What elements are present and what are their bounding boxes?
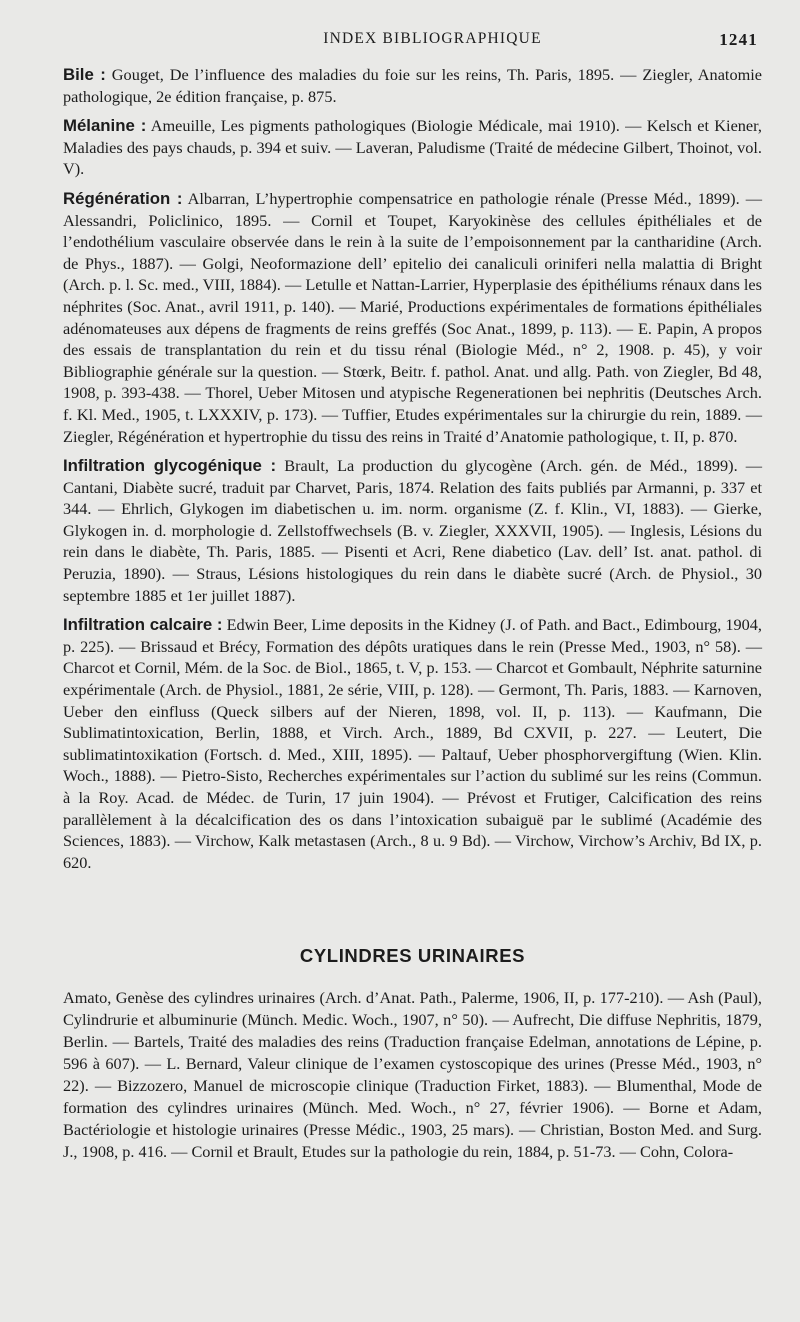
section-bibliography: Amato, Genèse des cylindres urinaires (Arch. d’Anat. Path., Palerme, 1906, II, p. 177-210). — Ash (Paul), Cylindrurie et albuminurie (Münch. Medic. Woch., 1907, n° 50). — Aufrecht, Die diffuse Nephritis, 1879, Berlin. — Bartels, Traité des maladies des reins (Traduction française Edelman, annotations de Lépine, p. 596 à 607). — L. Bernard, Valeur clinique de l’examen cystoscopique des urines (Presse Méd., 1903, n° 22). — Bizzozero, Manuel de microscopie clinique (Traduction Firket, 1883). — Blumenthal, Mode de formation des cylindres urinaires (Münch. Med. Woch., n° 27, février 1906). — Borne et Adam, Bactériologie et histologie urinaires (Presse Médic., 1903, 25 mars). — Christian, Boston Med. and Surg. J., 1908, p. 416. — Cornil et Brault, Etudes sur la pathologie du rein, 1884, p. 51-73. — Cohn, Colora- xyxy=(63,988,762,1161)
entry-text: Edwin Beer, Lime deposits in the Kidney (J. of Path. and Bact., Edimbourg, 1904, p. 225). — Brissaud et Brécy, Formation des dépôts uratiques dans le rein (Presse Med., 1903, n° 58). — Charcot et Cornil, Mém. de la Soc. de Biol., 1865, t. V, p. 153. — Charcot et Gombault, Néphrite saturnine expérimentale (Arch. de Physiol., 1881, 2e série, VIII, p. 128). — Germont, Th. Paris, 1883. — Karnoven, Ueber den einfluss (Queck silbers auf der Nieren, 1898, vol. II, p. 113). — Kaufmann, Die Sublimatintoxication, Berlin, 1888, et Virch. Arch., 1889, Bd CXVII, p. 227. — Leutert, Die sublimatintoxikation (Fortsch. d. Med., XIII, 1895). — Paltauf, Ueber phosphorvergiftung (Wien. Klin. Woch., 1888). — Pietro-Sisto, Recherches expérimentales sur l’action du sublimé sur les reins (Commun. à la Roy. Acad. de Médec. de Turin, 17 juin 1904). — Prévost et Frutiger, Calcification des reins parallèlement à la décalcification des os dans l’intoxication subaiguë par le sublimé (Académie des Sciences, 1883). — Virchow, Kalk metastasen (Arch., 8 u. 9 Bd). — Virchow, Virchow’s Archiv, Bd IX, p. 620. xyxy=(63,615,762,872)
entry-term: Régénération : xyxy=(63,188,183,208)
entry-term: Mélanine : xyxy=(63,116,147,136)
entry-term: Bile : xyxy=(63,65,106,84)
section-heading: CYLINDRES URINAIRES xyxy=(299,945,526,967)
entry-term: Infiltration glycogénique : xyxy=(63,456,277,476)
entry-infiltration-calcaire xyxy=(63,614,762,873)
entry-text: Gouget, De l’influence des maladies du foie sur les reins, Th. Paris, 1895. — Ziegler, Anatomie pathologique, 2e édition française, p. 875. xyxy=(63,65,762,106)
running-head xyxy=(63,30,762,58)
page-number: 1241 xyxy=(719,30,758,49)
entry-text: Brault, La production du glycogène (Arch. gén. de Méd., 1899). — Cantani, Diabète sucré, traduit par Charvet, Paris, 1874. Relation des faits publiés par Armanni, p. 337 et 344. — Ehrlich, Glykogen im diabetischen u. im. norm. organisme (Z. f. Klin., VI, 1883). — Gierke, Glykogen in. d. morphologie d. Zellstoffwechsels (B. v. Ziegler, XXXVII, 1905). — Inglesis, Lésions du rein dans le diabète, Th. Paris, 1885. — Pisenti et Acri, Rene diabetico (Lav. dell’ Ist. anat. pathol. di Peruzia, 1890). — Straus, Lésions histologiques du rein dans le diabète sucré (Arch. de Physiol., 30 septembre 1885 et 1er juillet 1887). xyxy=(63,456,762,605)
entry-text: Albarran, L’hypertrophie compensatrice en pathologie rénale (Presse Méd., 1899). — Alessandri, Policlinico, 1895. — Cornil et Toupet, Karyokinèse des cellules épithéliales et de l’endothélium vasculaire observée dans le rein à la suite de l’empoisonnement par la cantharidine (Arch. de Phys., 1887). — Golgi, Neoformazione dell’ epitelio dei canaliculi oriniferi nella malattia di Bright (Arch. p. l. Sc. med., VIII, 1884). — Letulle et Nattan-Larrier, Hyperplasie des épithéliums rénaux dans les néphrites (Soc. Anat., avril 1911, p. 140). — Marié, Productions expérimentales de formations épithéliales adénomateuses aux dépens de fragments de reins greffés (Soc Anat., 1899, p. 113). — E. Papin, A propos des essais de transplantation du rein et du tissu rénal (Biologie Méd., n° 2, 1908. p. 45), y voir Bibliographie générale sur la question. — Stœrk, Beitr. f. pathol. Anat. und allg. Path. von Ziegler, Bd 48, 1908, p. 393-438. — Thorel, Ueber Mitosen und atypische Regenerationen bei nephritis (Deutsches Arch. f. Kl. Med., 1905, t. LXXXIV, p. 173). — Tuffier, Etudes expérimentales sur la chirurgie du rein, 1889. — Ziegler, Régénération et hypertrophie du tissu des reins in Traité d’Anatomie pathologique, t. II, p. 870. xyxy=(63,188,762,446)
entry-infiltration-glycogenique xyxy=(63,455,762,606)
entry-bile xyxy=(63,64,762,107)
entry-term: Infiltration calcaire : xyxy=(63,615,223,635)
running-title: INDEX BIBLIOGRAPHIQUE xyxy=(323,30,542,47)
entry-melanine xyxy=(63,115,762,180)
entry-text: Ameuille, Les pigments pathologiques (Biologie Médicale, mai 1910). — Kelsch et Kiener, Maladies des pays chauds, p. 394 et suiv. — Laveran, Paludisme (Traité de médecine Gilbert, Thoinot, vol. V). xyxy=(63,116,762,179)
entry-regeneration xyxy=(63,188,762,447)
